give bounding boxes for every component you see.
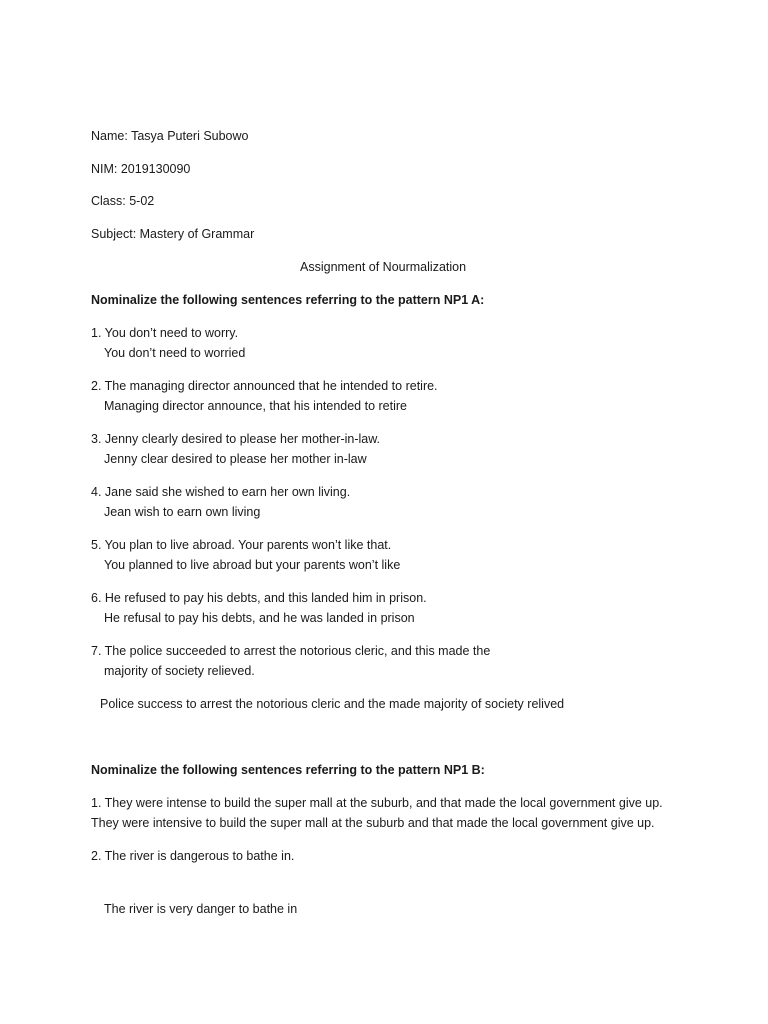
question-b1: 1. They were intense to build the super mall at the suburb, and that made the local government give up. [91,796,663,810]
question-a7-line2: majority of society relieved. [104,664,255,678]
answer-a7: Police success to arrest the notorious cleric and the made majority of society relived [100,697,565,711]
answer-a3: Jenny clear desired to please her mother in-law [104,452,367,466]
answer-a4: Jean wish to earn own living [104,505,261,519]
question-a1: 1. You don’t need to worry. [91,326,239,340]
answer-b1: They were intensive to build the super mall at the suburb and that made the local government give up. [91,816,655,830]
student-name: Name: Tasya Puteri Subowo [91,129,249,143]
question-a5: 5. You plan to live abroad. Your parents won’t like that. [91,538,392,552]
answer-a6: He refusal to pay his debts, and he was landed in prison [104,611,415,625]
student-class: Class: 5-02 [91,194,155,208]
question-a3: 3. Jenny clearly desired to please her mother-in-law. [91,432,381,446]
subject: Subject: Mastery of Grammar [91,227,255,241]
question-b2: 2. The river is dangerous to bathe in. [91,849,295,863]
question-a7-line1: 7. The police succeeded to arrest the notorious cleric, and this made the [91,644,491,658]
answer-b2: The river is very danger to bathe in [104,902,298,916]
question-a6: 6. He refused to pay his debts, and this landed him in prison. [91,591,427,605]
assignment-title: Assignment of Nourmalization [300,260,467,274]
answer-a1: You don’t need to worried [104,346,246,360]
student-nim: NIM: 2019130090 [91,162,191,176]
question-a4: 4. Jane said she wished to earn her own living. [91,485,351,499]
section-b-heading: Nominalize the following sentences referring to the pattern NP1 B: [91,763,485,777]
question-a2: 2. The managing director announced that he intended to retire. [91,379,438,393]
section-a-heading: Nominalize the following sentences referring to the pattern NP1 A: [91,293,485,307]
answer-a2: Managing director announce, that his intended to retire [104,399,407,413]
answer-a5: You planned to live abroad but your parents won’t like [104,558,401,572]
